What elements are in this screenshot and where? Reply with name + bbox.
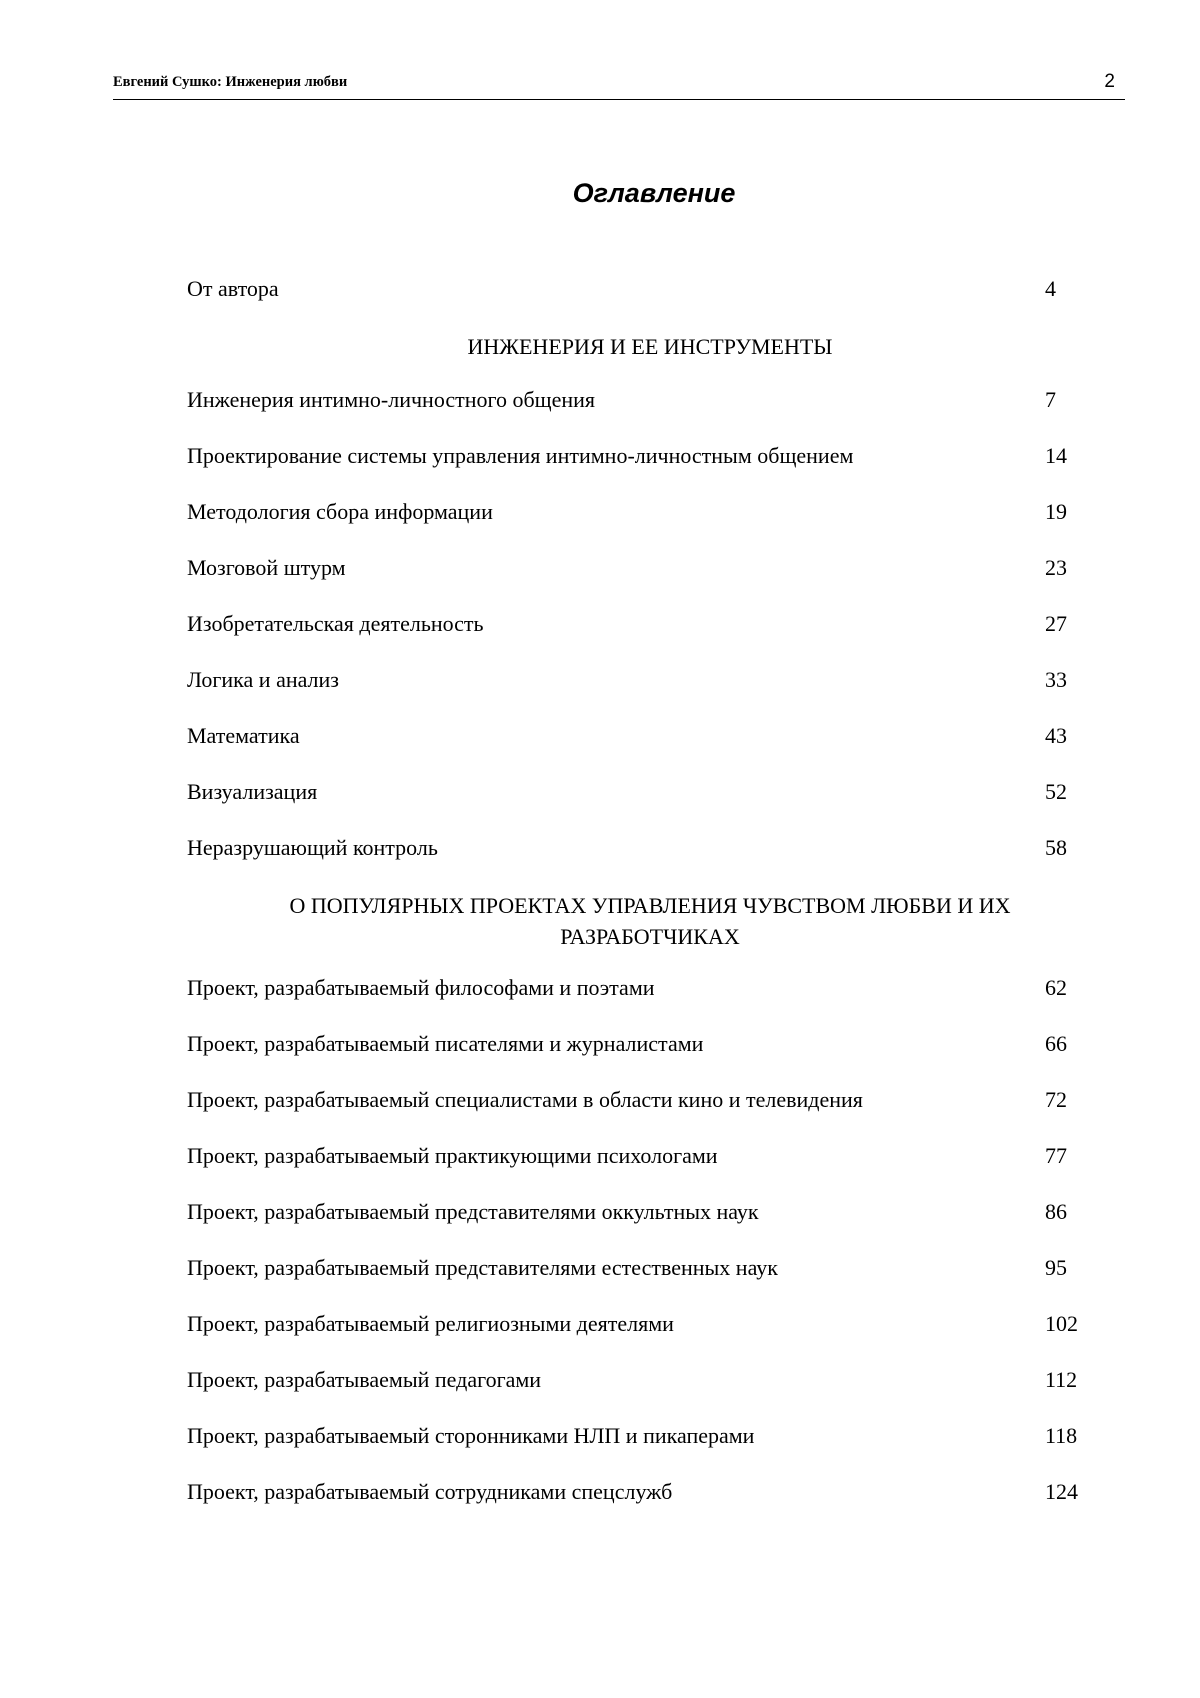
toc-entry: [0, 499, 1200, 529]
toc-entry-page: 112: [1045, 1367, 1078, 1392]
toc-entry: [0, 387, 1200, 417]
section-heading-line: ИНЖЕНЕРИЯ И ЕЕ ИНСТРУМЕНТЫ: [467, 334, 833, 359]
toc-entry: [0, 667, 1200, 697]
toc-entry-page: 19: [1045, 499, 1067, 524]
toc-entry-title: Методология сбора информации: [187, 499, 493, 524]
toc-entry: [0, 975, 1200, 1005]
running-title: Евгений Сушко: Инженерия любви: [113, 74, 348, 90]
toc-entry-page: 66: [1045, 1031, 1067, 1056]
toc-entry-page: 58: [1045, 835, 1067, 860]
toc-entry: [0, 1311, 1200, 1341]
toc-entry-title: Проект, разрабатываемый практикующими психологами: [187, 1143, 718, 1168]
toc-entry-page: 118: [1045, 1423, 1078, 1448]
toc-entry-title: Неразрушающий контроль: [187, 835, 438, 860]
toc-entry-title: Проект, разрабатываемый сотрудниками спецслужб: [187, 1479, 673, 1504]
toc-entry: [0, 1423, 1200, 1453]
toc-entry-title: Визуализация: [187, 779, 318, 804]
toc-entry: [0, 1255, 1200, 1285]
toc-entry-title: Изобретательская деятельность: [187, 611, 484, 636]
toc-entry-title: Инженерия интимно-личностного общения: [187, 387, 596, 412]
toc-entry-title: Проект, разрабатываемый специалистами в области кино и телевидения: [187, 1087, 863, 1112]
toc-entry-title: Проект, разрабатываемый педагогами: [187, 1367, 542, 1392]
toc-entry-page: 52: [1045, 779, 1067, 804]
toc-entry-page: 4: [1045, 276, 1056, 301]
toc-entry: [0, 611, 1200, 641]
toc-entry: [0, 723, 1200, 753]
toc-entry-title: Проектирование системы управления интимно-личностным общением: [187, 443, 854, 468]
toc-entry: [0, 1367, 1200, 1397]
toc-entry: [0, 1087, 1200, 1117]
page-number: 2: [1104, 71, 1115, 92]
toc-entry-title: Проект, разрабатываемый писателями и журналистами: [187, 1031, 704, 1056]
toc-section-heading: [200, 331, 1100, 362]
toc-entry-page: 77: [1045, 1143, 1067, 1168]
toc-entry-page: 72: [1045, 1087, 1067, 1112]
section-heading-line: РАЗРАБОТЧИКАХ: [560, 924, 740, 949]
toc-entry-page: 33: [1045, 667, 1067, 692]
toc-entry: [0, 835, 1200, 865]
toc-entry: [0, 1199, 1200, 1229]
toc-entry-page: 86: [1045, 1199, 1067, 1224]
toc-entry-title: Проект, разрабатываемый сторонниками НЛП и пикаперами: [187, 1423, 755, 1448]
toc-entry-page: 62: [1045, 975, 1067, 1000]
toc-entry: [0, 1031, 1200, 1061]
toc-entry: [0, 1479, 1200, 1509]
toc-heading: Оглавление: [572, 178, 736, 208]
toc-entry-page: 27: [1045, 611, 1067, 636]
toc-entry-title: Логика и анализ: [187, 667, 340, 692]
toc-entry: [0, 443, 1200, 473]
toc-entry-page: 124: [1045, 1479, 1078, 1504]
running-header: [113, 71, 1125, 100]
toc-entry-title: От автора: [187, 276, 279, 301]
toc-entry-page: 43: [1045, 723, 1067, 748]
toc-entry-page: 14: [1045, 443, 1067, 468]
toc-entry-title: Проект, разрабатываемый религиозными деятелями: [187, 1311, 674, 1336]
toc-entry: [0, 276, 1200, 306]
toc-entry-title: Проект, разрабатываемый философами и поэтами: [187, 975, 655, 1000]
toc-section-heading: [200, 890, 1100, 952]
section-heading-line: О ПОПУЛЯРНЫХ ПРОЕКТАХ УПРАВЛЕНИЯ ЧУВСТВОМ ЛЮБВИ И ИХ: [289, 893, 1011, 918]
toc-entry-page: 95: [1045, 1255, 1067, 1280]
toc-entry: [0, 555, 1200, 585]
toc-entry-page: 23: [1045, 555, 1067, 580]
toc-entry-page: 102: [1045, 1311, 1078, 1336]
toc-entry-title: Мозговой штурм: [187, 555, 346, 580]
toc-entry: [0, 1143, 1200, 1173]
toc-entry-page: 7: [1045, 387, 1056, 412]
toc-entry-title: Проект, разрабатываемый представителями естественных наук: [187, 1255, 778, 1280]
toc-entry-title: Математика: [187, 723, 300, 748]
toc-entry-title: Проект, разрабатываемый представителями оккультных наук: [187, 1199, 759, 1224]
toc-entry: [0, 779, 1200, 809]
